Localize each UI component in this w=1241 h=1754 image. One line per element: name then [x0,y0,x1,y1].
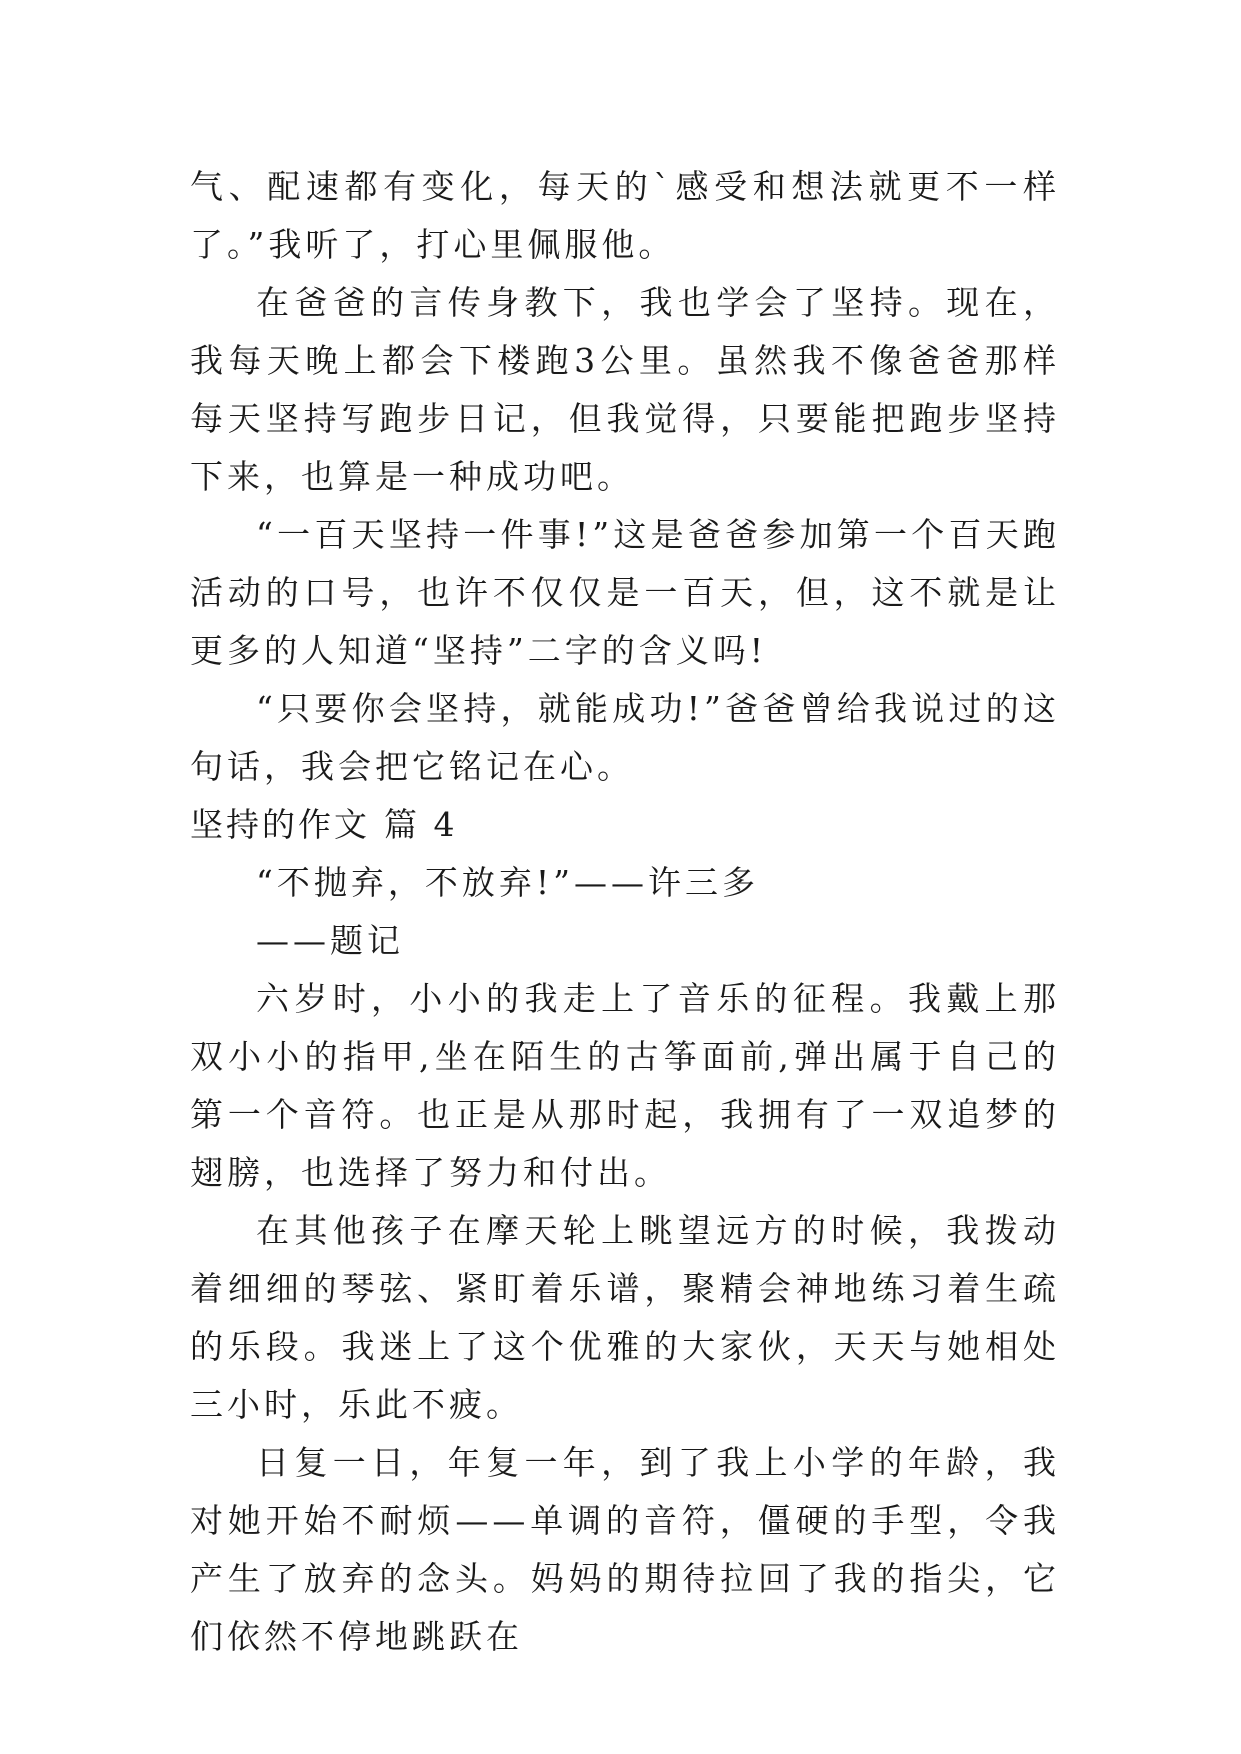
paragraph-continuation: 气、配速都有变化，每天的`感受和想法就更不一样了。”我听了，打心里佩服他。 [190,167,1060,264]
paragraph: “只要你会坚持，就能成功!”爸爸曾给我说过的这句话，我会把它铭记在心。 [190,689,1060,786]
paragraph: 六岁时，小小的我走上了音乐的征程。我戴上那双小小的指甲,坐在陌生的古筝面前,弹出属于自己的第一个音符。也正是从那时起，我拥有了一双追梦的翅膀，也选择了努力和付出。 [190,979,1060,1192]
paragraph: “一百天坚持一件事!”这是爸爸参加第一个百天跑活动的口号，也许不仅仅是一百天，但，这不就是让更多的人知道“坚持”二字的含义吗! [190,515,1060,670]
paragraph: 日复一日，年复一年，到了我上小学的年龄，我对她开始不耐烦——单调的音符，僵硬的手型，令我产生了放弃的念头。妈妈的期待拉回了我的指尖，它们依然不停地跳跃在 [190,1443,1060,1656]
epigraph-attribution: ——题记 [256,921,404,960]
section-heading [190,796,1060,854]
paragraph: 在其他孩子在摩天轮上眺望远方的时候，我拨动着细细的琴弦、紧盯着乐谱，聚精会神地练习着生疏的乐段。我迷上了这个优雅的大家伙，天天与她相处三小时，乐此不疲。 [190,1211,1060,1424]
section-heading-number: 篇 4 [384,805,458,844]
paragraph: 在爸爸的言传身教下，我也学会了坚持。现在，我每天晚上都会下楼跑3公里。虽然我不像爸爸那样每天坚持写跑步日记，但我觉得，只要能把跑步坚持下来，也算是一种成功吧。 [190,283,1060,496]
section-heading-title: 坚持的作文 [190,805,370,844]
document-body [190,158,1060,1666]
epigraph-quote: “不抛弃，不放弃!”——许三多 [256,863,760,902]
